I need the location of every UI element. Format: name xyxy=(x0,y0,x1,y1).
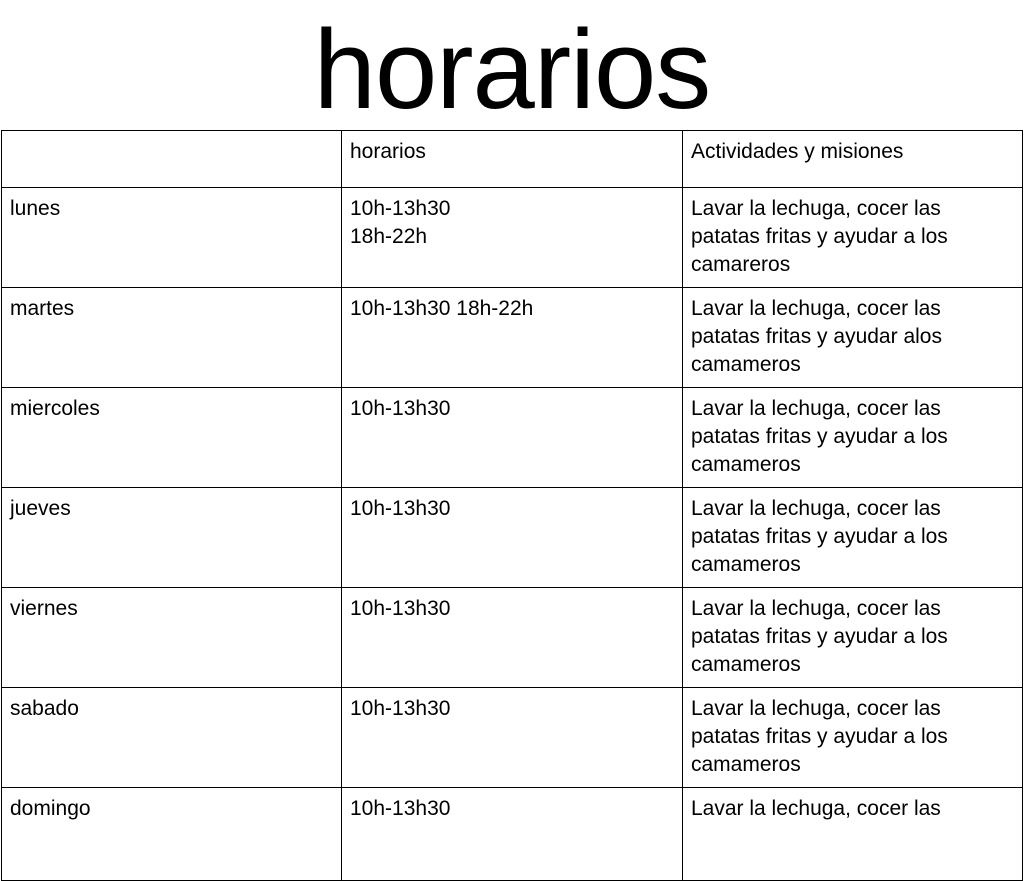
hours-cell xyxy=(342,288,683,388)
table-row xyxy=(2,788,1023,881)
hours-cell xyxy=(342,788,683,881)
day-cell: sabado xyxy=(2,688,342,788)
hours-line: 10h-13h30 xyxy=(350,197,451,220)
hours-cell xyxy=(342,188,683,288)
table-row xyxy=(2,288,1023,388)
day-cell: martes xyxy=(2,288,342,388)
hours-line: 10h-13h30 xyxy=(350,497,451,520)
hours-line: 10h-13h30 xyxy=(350,797,451,820)
page-title: horarios xyxy=(313,7,711,132)
activity-cell: Lavar la lechuga, cocer las patatas fritas y ayudar a los camameros xyxy=(683,588,1023,688)
activity-cell: Lavar la lechuga, cocer las patatas fritas y ayudar a los camameros xyxy=(683,688,1023,788)
hours-cell xyxy=(342,388,683,488)
day-cell: domingo xyxy=(2,788,342,881)
table-row xyxy=(2,588,1023,688)
table-row xyxy=(2,488,1023,588)
table-header-row xyxy=(2,131,1023,188)
hours-line: 10h-13h30 xyxy=(350,397,451,420)
header-cell-activities: Actividades y misiones xyxy=(683,131,1023,188)
hours-cell xyxy=(342,688,683,788)
hours-line: 10h-13h30 18h-22h xyxy=(350,297,534,320)
table-row xyxy=(2,388,1023,488)
activity-cell: Lavar la lechuga, cocer las xyxy=(683,788,1023,881)
hours-cell xyxy=(342,588,683,688)
table-row xyxy=(2,688,1023,788)
activity-cell: Lavar la lechuga, cocer las patatas fritas y ayudar a los camameros xyxy=(683,388,1023,488)
day-cell: jueves xyxy=(2,488,342,588)
activity-cell: Lavar la lechuga, cocer las patatas fritas y ayudar alos camameros xyxy=(683,288,1023,388)
header-cell-day xyxy=(2,131,342,188)
day-cell: viernes xyxy=(2,588,342,688)
activity-cell: Lavar la lechuga, cocer las patatas fritas y ayudar a los camareros xyxy=(683,188,1023,288)
hours-line: 10h-13h30 xyxy=(350,697,451,720)
day-cell: miercoles xyxy=(2,388,342,488)
table-row xyxy=(2,188,1023,288)
hours-line: 10h-13h30 xyxy=(350,597,451,620)
hours-cell xyxy=(342,488,683,588)
hours-line: 18h-22h xyxy=(350,225,428,248)
header-cell-hours: horarios xyxy=(342,131,683,188)
activity-cell: Lavar la lechuga, cocer las patatas fritas y ayudar a los camameros xyxy=(683,488,1023,588)
day-cell: lunes xyxy=(2,188,342,288)
schedule-table xyxy=(1,130,1023,881)
